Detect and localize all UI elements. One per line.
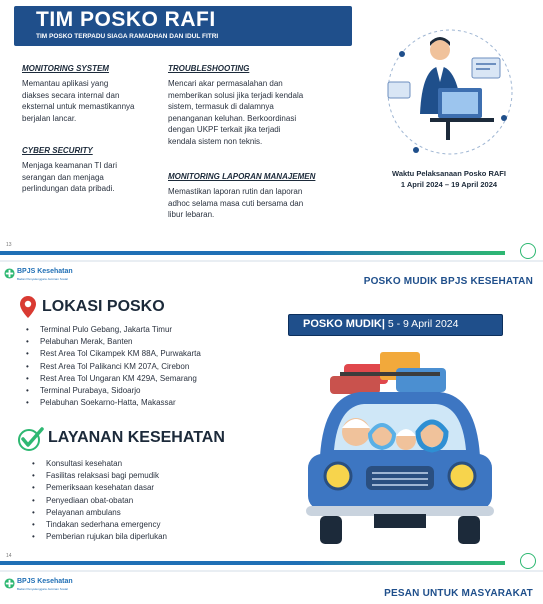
lokasi-heading: LOKASI POSKO — [42, 298, 165, 315]
location-pin-icon — [20, 296, 36, 318]
layanan-list — [26, 458, 167, 543]
monitoring-laporan-heading: MONITORING LAPORAN MANAJEMEN — [168, 172, 316, 181]
text-line: berjalan lancar. — [22, 113, 77, 123]
cyber-security-text — [22, 160, 117, 195]
bpjs-corner-logo-icon — [520, 553, 536, 569]
period-label: Waktu Pelaksanaan Posko RAFI — [392, 169, 506, 178]
lokasi-list — [20, 324, 201, 409]
page-number: 14 — [6, 553, 12, 559]
text-line: perlindungan data pribadi. — [22, 184, 115, 193]
text-line: Memastikan laporan rutin dan laporan — [168, 187, 303, 196]
monitoring-system-heading: MONITORING SYSTEM — [22, 64, 109, 73]
list-item: • Fasilitas relaksasi bagi pemudik — [26, 470, 167, 482]
list-item: • Tindakan sederhana emergency — [26, 519, 167, 531]
list-item: • Pemeriksaan kesehatan dasar — [26, 482, 167, 494]
monitoring-system-text — [22, 78, 135, 124]
troubleshooting-text — [168, 78, 303, 147]
monitoring-laporan-text — [168, 186, 303, 221]
posko-mudik-badge — [288, 314, 503, 336]
cyber-security-heading: CYBER SECURITY — [22, 146, 93, 155]
bpjs-logo-name: BPJS Kesehatan — [17, 268, 73, 275]
bpjs-logo-tagline: Badan Penyelenggara Jaminan Sosial — [17, 277, 68, 281]
list-item: • Pelayanan ambulans — [26, 507, 167, 519]
list-item: • Rest Area Tol Cikampek KM 88A, Purwakarta — [20, 348, 201, 360]
slide-title: TIM POSKO RAFI — [36, 8, 216, 31]
it-worker-illustration — [380, 22, 520, 162]
text-line: Memantau aplikasi yang — [22, 79, 109, 88]
bpjs-logo-icon — [4, 578, 15, 589]
slide-header: PESAN UNTUK MASYARAKAT — [384, 588, 533, 599]
layanan-heading: LAYANAN KESEHATAN — [48, 429, 225, 446]
slide-subtitle: TIM POSKO TERPADU SIAGA RAMADHAN DAN IDUL FITRI — [36, 33, 219, 40]
bpjs-corner-logo-icon — [520, 243, 536, 259]
footer-bar — [0, 561, 505, 565]
slide-tim-posko — [0, 0, 543, 260]
text-line: Menjaga keamanan TI dari — [22, 161, 118, 170]
bpjs-logo-tagline: Badan Penyelenggara Jaminan Sosial — [17, 587, 68, 591]
text-line: eksternal untuk memastikannya — [22, 102, 135, 111]
badge-label: POSKO MUDIK| — [303, 318, 385, 330]
troubleshooting-heading: TROUBLESHOOTING — [168, 64, 250, 73]
list-item: • Terminal Pulo Gebang, Jakarta Timur — [20, 324, 201, 336]
period-dates: 1 April 2024 – 19 April 2024 — [400, 180, 498, 189]
slide-pesan — [0, 572, 543, 604]
text-line: libur lebaran. — [168, 210, 215, 219]
page-number: 13 — [6, 242, 12, 248]
text-line: penanganan keluhan. Berkoordinasi — [168, 113, 297, 123]
title-banner — [14, 6, 352, 46]
checkmark-icon — [18, 427, 44, 451]
text-line: dengan UKPF terkait jika terjadi — [168, 125, 281, 134]
footer-bar — [0, 251, 505, 255]
text-line: serangan dan menjaga — [22, 172, 104, 182]
period-info — [374, 168, 524, 190]
text-line: kendala sistem non teknis. — [168, 136, 263, 146]
list-item: • Terminal Purabaya, Sidoarjo — [20, 385, 201, 397]
bpjs-logo-name: BPJS Kesehatan — [17, 578, 73, 585]
list-item: • Rest Area Tol Ungaran KM 429A, Semarang — [20, 373, 201, 385]
badge-dates: 5 - 9 April 2024 — [384, 318, 459, 330]
list-item: • Konsultasi kesehatan — [26, 458, 167, 470]
text-line: Mencari akar permasalahan dan — [168, 79, 283, 88]
slide-header: POSKO MUDIK BPJS KESEHATAN — [363, 276, 533, 287]
list-item: • Penyediaan obat-obatan — [26, 495, 167, 507]
text-line: adhoc selama masa cuti bersama dan — [168, 198, 304, 208]
text-line: memberikan solusi jika terjadi kendala — [168, 90, 304, 100]
list-item: • Pemberian rujukan bila diperlukan — [26, 531, 167, 543]
list-item: • Pelabuhan Soekarno-Hatta, Makassar — [20, 397, 201, 409]
list-item: • Rest Area Tol Palikanci KM 207A, Cirebon — [20, 361, 201, 373]
text-line: sistem, termasuk di dalamnya — [168, 102, 274, 111]
text-line: diakses secara internal dan — [22, 90, 120, 100]
list-item: • Pelabuhan Merak, Banten — [20, 336, 201, 348]
bpjs-logo-icon — [4, 268, 15, 279]
slide-posko-mudik — [0, 262, 543, 570]
mudik-car-illustration — [300, 346, 500, 554]
